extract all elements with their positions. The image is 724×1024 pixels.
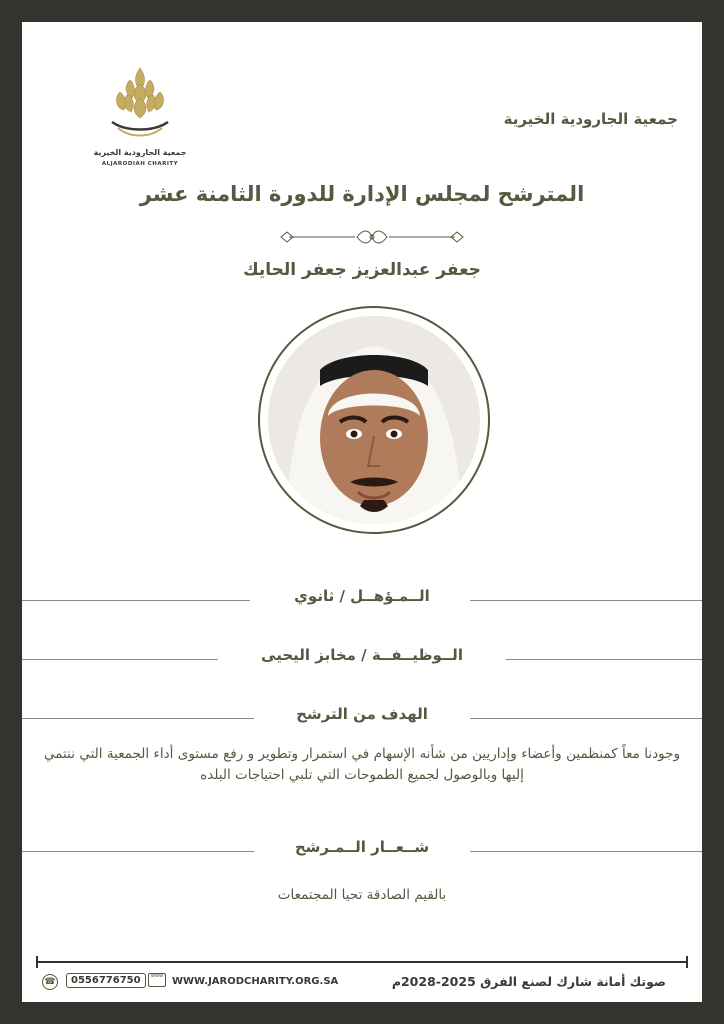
www-icon: www [148,973,166,987]
slogan-text: بالقيم الصادقة تحيا المجتمعات [277,887,447,903]
slogan-heading: شــعــار الــمـرشح [294,838,430,856]
logo-arabic-text: جمعية الجارودية الخيرية [93,148,187,157]
slogan-heading-row [22,836,702,866]
job-label: الــوظيــفــة / مخابز اليحيى [261,646,463,664]
job-row [22,644,702,674]
goal-heading: الهدف من الترشح [296,705,428,723]
charity-logo [90,62,190,177]
phone-number[interactable]: 0556776750 [66,973,146,988]
qualification-label: الــمـؤهــل / ثانوي [294,587,430,605]
footer-divider [36,961,688,963]
goal-heading-row [22,703,702,733]
phone-icon: ☎ [42,974,58,990]
candidate-name: جعفر عبدالعزيز جعفر الحايك [243,260,481,280]
logo-english-text: ALJARODIAH CHARITY [101,161,179,167]
wheat-logo-icon [90,62,190,148]
candidate-photo [268,316,480,524]
page-title: المترشح لمجلس الإدارة للدورة الثامنة عشر [139,182,585,206]
organization-name: جمعية الجارودية الخيرية [503,110,678,128]
footer-tagline: صوتك أمانة شارك لصنع الفرق 2025-2028م [391,974,666,989]
footer [22,970,702,996]
goal-text: وجودنا معاً كمنظمين وأعضاء وإداريين من شأنه الإسهام في استمرار وتطوير و رفع مستوى أداء الجمعية التي ننتمي إليها وبالوصول لجميع الطموحات التي تلبي احتياجات البلده [44,746,680,783]
candidate-photo-frame [258,306,490,534]
ornament-divider-icon [277,226,467,248]
website-link[interactable]: WWW.JARODCHARITY.ORG.SA [172,976,339,987]
qualification-row [22,585,702,615]
candidate-card [22,22,702,1002]
